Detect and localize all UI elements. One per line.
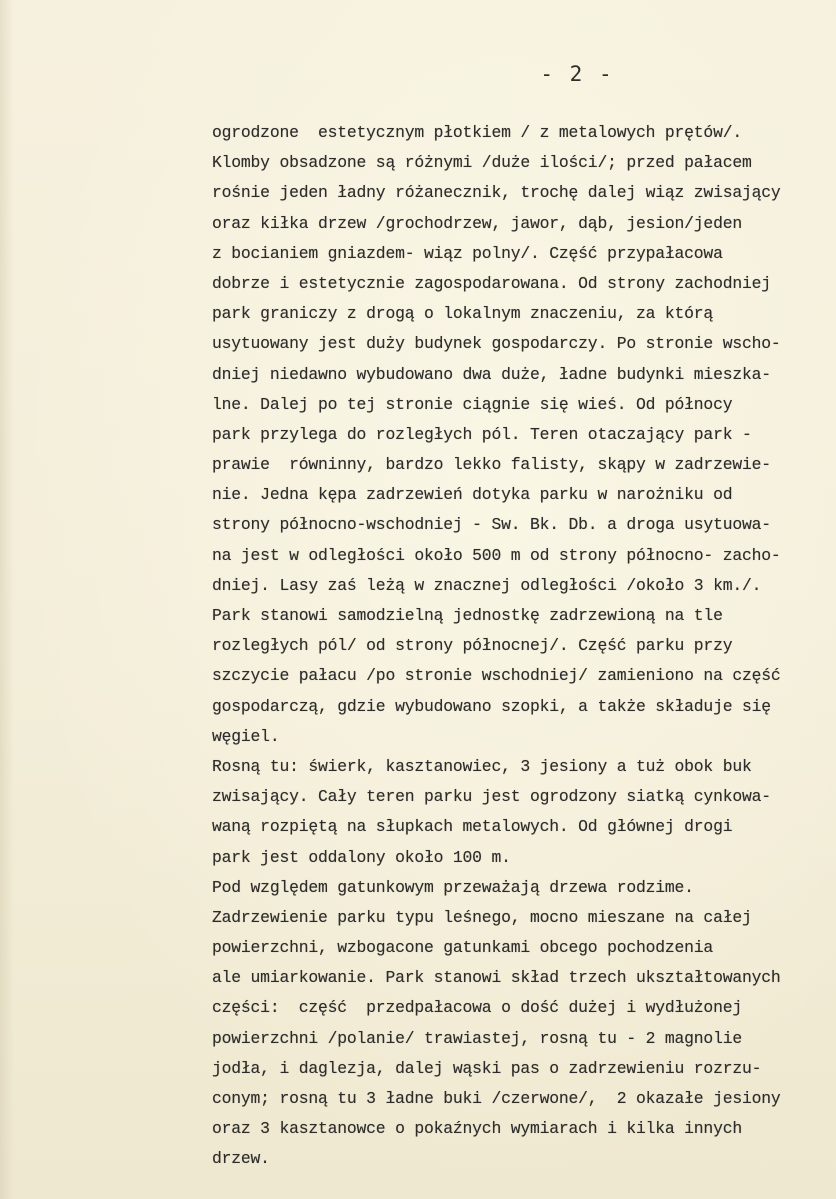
text-line: waną rozpiętą na słupkach metalowych. Od głównej drogi bbox=[212, 817, 733, 837]
text-line: lne. Dalej po tej stronie ciągnie się wieś. Od północy bbox=[212, 394, 733, 414]
body-text bbox=[212, 118, 832, 1175]
text-line: na jest w odległości około 500 m od strony północno- zacho- bbox=[212, 545, 781, 565]
text-line: jodła, i daglezja, dalej wąski pas o zadrzewieniu rozrzu- bbox=[212, 1058, 762, 1078]
text-line: park jest oddalony około 100 m. bbox=[212, 847, 511, 867]
text-line: drzew. bbox=[212, 1149, 270, 1169]
paper-edge-shadow bbox=[0, 0, 14, 1199]
text-line: prawie równinny, bardzo lekko falisty, skąpy w zadrzewie- bbox=[212, 455, 771, 475]
text-line: dniej. Lasy zaś leżą w znacznej odległości /około 3 km./. bbox=[212, 575, 762, 595]
text-line: ogrodzone estetycznym płotkiem / z metalowych prętów/. bbox=[212, 123, 742, 142]
text-line: gospodarczą, gdzie wybudowano szopki, a także składuje się bbox=[212, 696, 771, 716]
text-line: Rosną tu: świerk, kasztanowiec, 3 jesiony a tuż obok buk bbox=[212, 756, 752, 776]
text-line: park graniczy z drogą o lokalnym znaczeniu, za którą bbox=[212, 304, 714, 324]
text-line: Klomby obsadzone są różnymi /duże ilości/; przed pałacem bbox=[212, 153, 752, 173]
text-line: strony północno-wschodniej - Sw. Bk. Db. a droga usytuowa- bbox=[212, 515, 771, 535]
page-number bbox=[0, 62, 836, 86]
text-line: park przylega do rozległych pól. Teren otaczający park - bbox=[212, 424, 752, 444]
text-line: usytuowany jest duży budynek gospodarczy. Po stronie wscho- bbox=[212, 334, 781, 354]
text-line: węgiel. bbox=[212, 726, 280, 746]
text-line: oraz kiłka drzew /grochodrzew, jawor, dąb, jesion/jeden bbox=[212, 213, 742, 233]
text-line: powierzchni, wzbogacone gatunkami obcego pochodzenia bbox=[212, 938, 714, 958]
text-line: dobrze i estetycznie zagospodarowana. Od strony zachodniej bbox=[212, 273, 771, 293]
text-line: conym; rosną tu 3 ładne buki /czerwone/, 2 okazałe jesiony bbox=[212, 1089, 781, 1108]
page-number-text: - 2 - bbox=[540, 62, 614, 86]
text-line: rośnie jeden ładny różanecznik, trochę dalej wiąz zwisający bbox=[212, 183, 781, 203]
text-line: Zadrzewienie parku typu leśnego, mocno mieszane na całej bbox=[212, 907, 752, 927]
text-line: z bocianiem gniazdem- wiąz polny/. Część przypałacowa bbox=[212, 243, 723, 263]
text-line: powierzchni /polanie/ trawiastej, rosną tu - 2 magnolie bbox=[212, 1028, 742, 1048]
text-line: zwisający. Cały teren parku jest ogrodzony siatką cynkowa- bbox=[212, 787, 771, 807]
text-line: ale umiarkowanie. Park stanowi skład trzech ukształtowanych bbox=[212, 968, 781, 988]
text-line: Park stanowi samodzielną jednostkę zadrzewioną na tle bbox=[212, 606, 723, 625]
text-line: dniej niedawno wybudowano dwa duże, ładne budynki mieszka- bbox=[212, 364, 771, 384]
text-line: szczycie pałacu /po stronie wschodniej/ zamieniono na część bbox=[212, 666, 781, 686]
text-line: części: część przedpałacowa o dość dużej i wydłużonej bbox=[212, 998, 742, 1018]
text-line: nie. Jedna kępa zadrzewień dotyka parku w narożniku od bbox=[212, 485, 733, 505]
text-line: oraz 3 kasztanowce o pokaźnych wymiarach i kilka innych bbox=[212, 1119, 742, 1139]
text-line: rozległych pól/ od strony północnej/. Część parku przy bbox=[212, 636, 733, 656]
text-line: Pod względem gatunkowym przeważają drzewa rodzime. bbox=[212, 877, 694, 897]
